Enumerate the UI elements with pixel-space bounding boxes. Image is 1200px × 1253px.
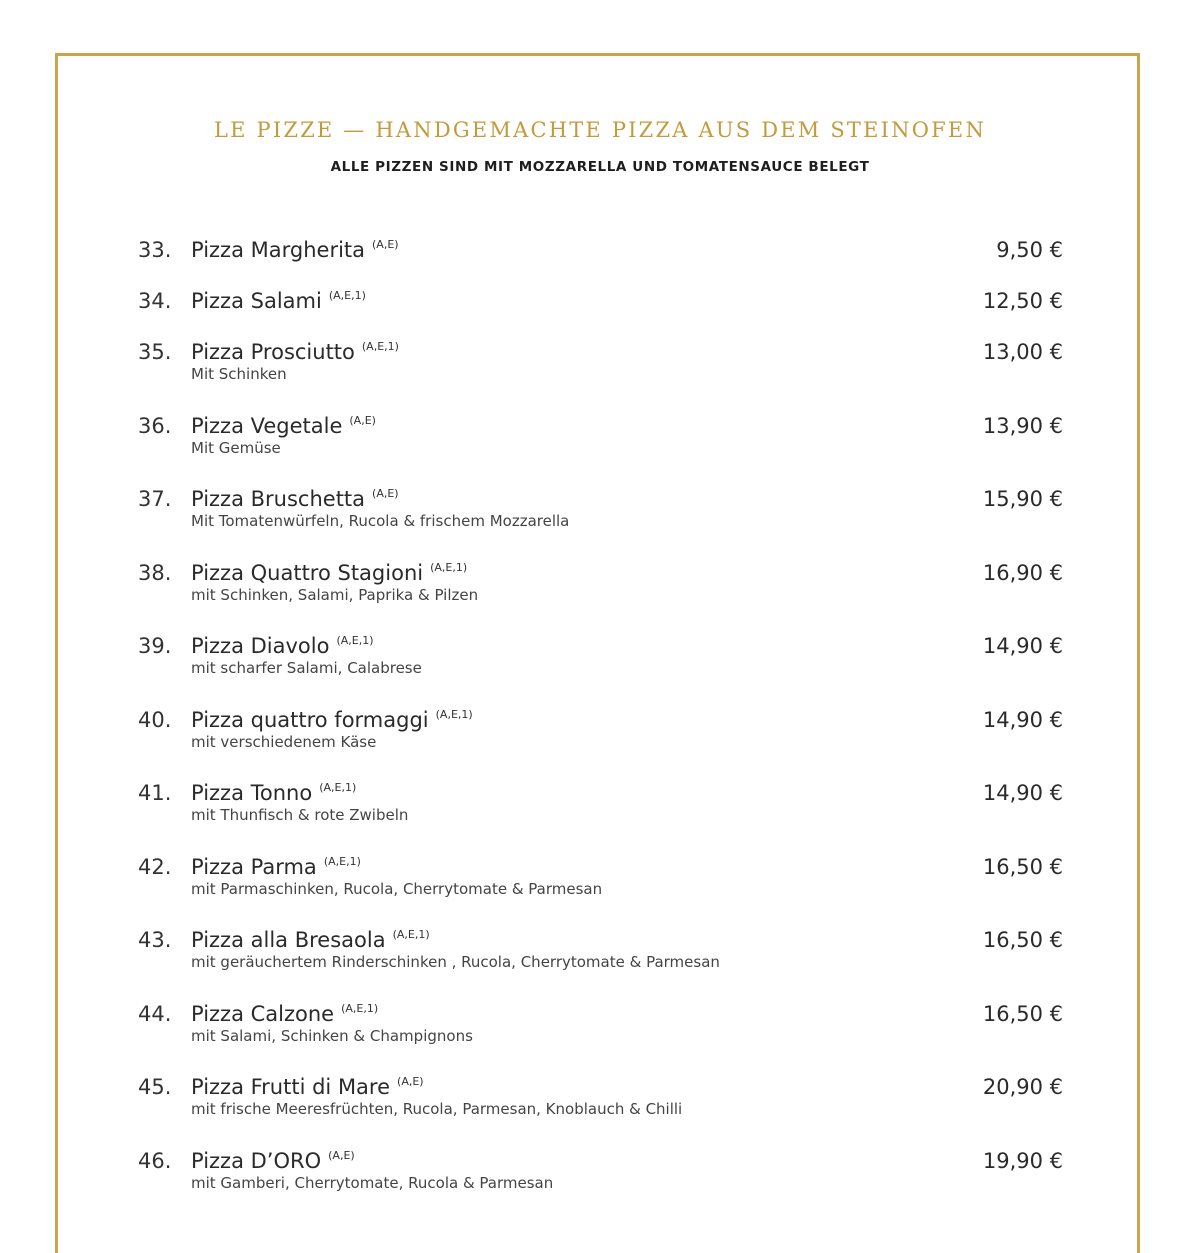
item-description: mit frische Meeresfrüchten, Rucola, Parmesan, Knoblauch & Chilli	[191, 1100, 683, 1118]
menu-item	[138, 233, 1063, 284]
item-price: 13,90 €	[982, 413, 1063, 438]
item-number: 46.	[138, 1148, 172, 1173]
menu-subtitle: ALLE PIZZEN SIND MIT MOZZARELLA UND TOMATENSAUCE BELEGT	[330, 159, 870, 175]
menu-item	[138, 556, 1063, 630]
item-allergens: (A,E,1)	[341, 1001, 379, 1015]
item-number: 39.	[138, 634, 172, 658]
item-allergens: (A,E)	[397, 1075, 424, 1088]
item-allergens: (A,E,1)	[361, 340, 399, 353]
item-name: Pizza alla Bresaola	[191, 928, 386, 952]
item-price: 12,50 €	[982, 289, 1063, 313]
item-number: 33.	[138, 238, 172, 262]
item-description: Mit Schinken	[191, 365, 287, 383]
item-price: 16,50 €	[982, 1001, 1063, 1026]
item-description: Mit Gemüse	[191, 438, 281, 457]
item-price: 14,90 €	[982, 634, 1063, 658]
item-description: mit Parmaschinken, Rucola, Cherrytomate & Parmesan	[191, 879, 603, 898]
item-description: mit Salami, Schinken & Champignons	[191, 1026, 473, 1045]
item-name: Pizza quattro formaggi	[191, 707, 429, 732]
item-number: 35.	[138, 340, 172, 364]
item-price: 19,90 €	[982, 1148, 1063, 1173]
item-name: Pizza D’ORO	[191, 1148, 322, 1173]
item-allergens: (A,E,1)	[430, 560, 468, 574]
item-description: Mit Tomatenwürfeln, Rucola & frischem Mozzarella	[191, 512, 570, 530]
menu-item	[138, 409, 1063, 483]
item-number: 40.	[138, 707, 172, 732]
item-allergens: (A,E,1)	[328, 289, 366, 302]
item-description: mit Gamberi, Cherrytomate, Rucola & Parmesan	[191, 1173, 554, 1192]
item-allergens: (A,E,1)	[323, 854, 361, 868]
item-name: Pizza Quattro Stagioni	[191, 560, 424, 585]
menu-item	[138, 997, 1063, 1071]
item-number: 36.	[138, 413, 172, 438]
item-allergens: (A,E,1)	[392, 928, 430, 941]
item-price: 9,50 €	[996, 238, 1063, 262]
item-price: 15,90 €	[982, 487, 1063, 511]
item-number: 38.	[138, 560, 172, 585]
item-description: mit scharfer Salami, Calabrese	[191, 659, 422, 677]
item-allergens: (A,E)	[372, 238, 399, 251]
item-price: 16,90 €	[982, 560, 1063, 585]
item-price: 16,50 €	[982, 928, 1063, 952]
item-price: 16,50 €	[982, 854, 1063, 879]
item-description: mit geräuchertem Rinderschinken , Rucola, Cherrytomate & Parmesan	[191, 953, 720, 971]
item-allergens: (A,E)	[349, 413, 376, 427]
item-price: 14,90 €	[982, 781, 1063, 805]
item-name: Pizza Prosciutto	[191, 340, 355, 364]
menu-title: LE PIZZE — HANDGEMACHTE PIZZA AUS DEM STEINOFEN	[213, 118, 987, 142]
menu-list	[138, 233, 1063, 1204]
item-name: Pizza Diavolo	[191, 634, 330, 658]
item-number: 37.	[138, 487, 172, 511]
menu-item	[138, 776, 1063, 850]
menu-item	[138, 923, 1063, 997]
menu-item	[138, 335, 1063, 409]
item-price: 14,90 €	[982, 707, 1063, 732]
item-allergens: (A,E)	[372, 487, 399, 500]
item-allergens: (A,E)	[328, 1148, 355, 1162]
item-number: 34.	[138, 289, 172, 313]
item-description: mit Schinken, Salami, Paprika & Pilzen	[191, 585, 479, 604]
item-name: Pizza Bruschetta	[191, 487, 366, 511]
item-allergens: (A,E,1)	[435, 707, 473, 721]
menu-item	[138, 703, 1063, 777]
item-number: 41.	[138, 781, 172, 805]
item-number: 44.	[138, 1001, 172, 1026]
menu-item	[138, 482, 1063, 556]
item-allergens: (A,E,1)	[336, 634, 374, 647]
item-name: Pizza Tonno	[191, 781, 313, 805]
item-name: Pizza Frutti di Mare	[191, 1075, 391, 1099]
menu-item	[138, 850, 1063, 924]
menu-item	[138, 629, 1063, 703]
item-price: 20,90 €	[982, 1075, 1063, 1099]
item-name: Pizza Calzone	[191, 1001, 335, 1026]
menu-item	[138, 1070, 1063, 1144]
item-description: mit verschiedenem Käse	[191, 732, 377, 751]
menu-item	[138, 1144, 1063, 1204]
item-number: 43.	[138, 928, 172, 952]
item-name: Pizza Vegetale	[191, 413, 343, 438]
item-price: 13,00 €	[982, 340, 1063, 364]
menu-item	[138, 284, 1063, 335]
item-number: 45.	[138, 1075, 172, 1099]
item-name: Pizza Parma	[191, 854, 317, 879]
item-allergens: (A,E,1)	[319, 781, 357, 794]
item-name: Pizza Salami	[191, 289, 322, 313]
item-number: 42.	[138, 854, 172, 879]
item-description: mit Thunfisch & rote Zwibeln	[191, 806, 409, 824]
item-name: Pizza Margherita	[191, 238, 366, 262]
